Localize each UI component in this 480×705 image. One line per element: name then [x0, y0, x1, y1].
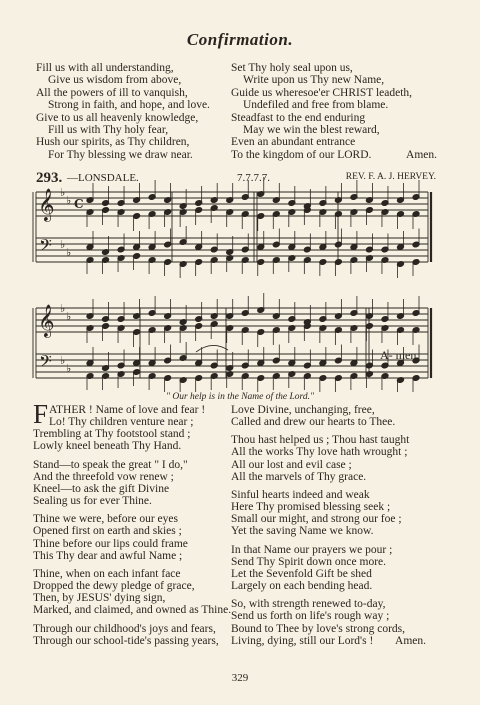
- hymn-line: Thine before our lips could frame: [33, 537, 188, 550]
- hymn-line: Then, by JESUS' dying sign,: [33, 592, 166, 605]
- hymn-line: Send Thy Spirit down once more.: [231, 555, 387, 568]
- verse-line: Guide us wheresoe'er CHRIST leadeth,: [231, 86, 413, 99]
- hymn-right-column: [231, 404, 426, 647]
- verse-line: Fill us with Thy holy fear,: [48, 124, 169, 137]
- flat-icon: ♭: [66, 362, 72, 375]
- common-time-icon: C: [74, 197, 84, 211]
- page-title: Confirmation.: [186, 30, 294, 49]
- verse-line: Steadfast to the end enduring: [231, 111, 366, 124]
- hymn-line: Dropped the dewy pledge of grace,: [33, 580, 195, 593]
- flat-icon: ♭: [60, 238, 66, 251]
- hymn-line: Called and drew our hearts to Thee.: [231, 416, 396, 429]
- tune-name: —LONSDALE.: [67, 172, 139, 184]
- hymn-line: Bound to Thee by love's strong cords,: [231, 622, 406, 635]
- flat-icon: ♭: [66, 194, 72, 207]
- hymn-line: Kneel—to ask the gift Divine: [33, 482, 170, 495]
- flat-icon: ♭: [66, 246, 72, 259]
- verse-line: Write upon us Thy new Name,: [243, 74, 385, 87]
- verse-line: Strong in faith, and hope, and love.: [48, 99, 210, 112]
- tune-author: REV. F. A. J. HERVEY.: [345, 172, 436, 182]
- hymn-line: Love Divine, unchanging, free,: [231, 404, 375, 416]
- hymn-line-last: [231, 635, 426, 647]
- amen-music-label: A- men.: [380, 348, 420, 362]
- verse-line: All the powers of ill to vanquish,: [36, 86, 188, 99]
- amen-label: Amen.: [395, 634, 426, 647]
- flat-icon: ♭: [60, 186, 66, 199]
- hymn-line: Thine we were, before our eyes: [33, 513, 178, 526]
- treble-clef-icon: 𝄞: [38, 304, 55, 337]
- verse-line: May we win the blest reward,: [243, 124, 380, 137]
- verse-line: For Thy blessing we draw near.: [48, 148, 193, 161]
- hymn-line: Opened first on earth and skies ;: [33, 525, 182, 538]
- hymn-line: All the works Thy love hath wrought ;: [231, 446, 408, 459]
- hymn-line: Small our might, and strong our foe ;: [231, 513, 402, 526]
- hymn-line: Send us forth on life's rough way ;: [231, 610, 390, 623]
- hymn-line: Largely on each bending head.: [231, 580, 373, 593]
- verse-line: Hush our spirits, as Thy children,: [36, 136, 190, 149]
- hymn-line: Living, dying, still our Lord's !: [231, 634, 374, 647]
- hymn-line: Thou hast helped us ; Thou hast taught: [231, 434, 410, 447]
- verse-line: Even an abundant entrance: [231, 136, 356, 149]
- hymn-left-column: [33, 399, 232, 647]
- hymn-line: In that Name our prayers we pour ;: [231, 543, 393, 556]
- hymn-line: Let the Sevenfold Gift be shed: [231, 567, 372, 580]
- hymn-line: Yet the saving Name we know.: [231, 525, 374, 538]
- hymn-line: And the threefold vow renew ;: [33, 470, 174, 483]
- verse-line: Fill us with all understanding,: [36, 62, 174, 74]
- hymn-line: Sealing us for ever Thine.: [33, 495, 152, 508]
- hymn-line: Lo! Thy children venture near ;: [49, 416, 194, 429]
- verse-line: To the kingdom of our LORD.: [231, 148, 372, 161]
- verse-line: Undefiled and free from blame.: [243, 99, 389, 112]
- tune-meter: 7.7.7.7.: [237, 172, 270, 184]
- hymn-line: All the marvels of Thy grace.: [231, 470, 367, 483]
- bass-clef-icon: 𝄢: [39, 235, 52, 259]
- hymn-line: Sinful hearts indeed and weak: [231, 488, 370, 501]
- hymn-line: All our lost and evil case ;: [231, 458, 352, 471]
- hymn-number: 293.: [36, 170, 63, 186]
- amen-label: Amen.: [406, 148, 437, 161]
- flat-icon: ♭: [60, 302, 66, 315]
- bass-clef-icon: 𝄢: [39, 351, 52, 375]
- slur: [196, 345, 228, 352]
- hymn-line: ATHER ! Name of love and fear !: [49, 404, 206, 416]
- verse-line: Give us wisdom from above,: [48, 74, 182, 87]
- drop-cap: F: [33, 399, 49, 429]
- verse-line: Give to us all heavenly knowledge,: [36, 111, 199, 124]
- hymn-line: This Thy dear and awful Name ;: [33, 549, 183, 562]
- hymn-caption: " Our help is in the Name of the Lord.": [165, 392, 314, 402]
- hymn-line: Lowly kneel beneath Thy Hand.: [33, 440, 182, 453]
- hymn-line: Stand—to speak the great " I do,": [33, 458, 188, 471]
- verse-line: Set Thy holy seal upon us,: [231, 62, 353, 74]
- hymn-line: So, with strength renewed to-day,: [231, 598, 386, 611]
- hymn-line: Thine, when on each infant face: [33, 567, 181, 580]
- flat-icon: ♭: [66, 310, 72, 323]
- hymn-line: Trembling at Thy footstool stand ;: [33, 428, 191, 441]
- hymn-line: Here Thy promised blessing seek ;: [231, 501, 391, 514]
- hymn-line: Through our childhood's joys and fears,: [33, 622, 216, 635]
- hymn-line: Through our school-tide's passing years,: [33, 634, 219, 647]
- hymn-line: Marked, and claimed, and owned as Thine.: [33, 604, 232, 617]
- page-number: 329: [231, 672, 249, 684]
- treble-clef-icon: 𝄞: [38, 188, 55, 221]
- flat-icon: ♭: [60, 354, 66, 367]
